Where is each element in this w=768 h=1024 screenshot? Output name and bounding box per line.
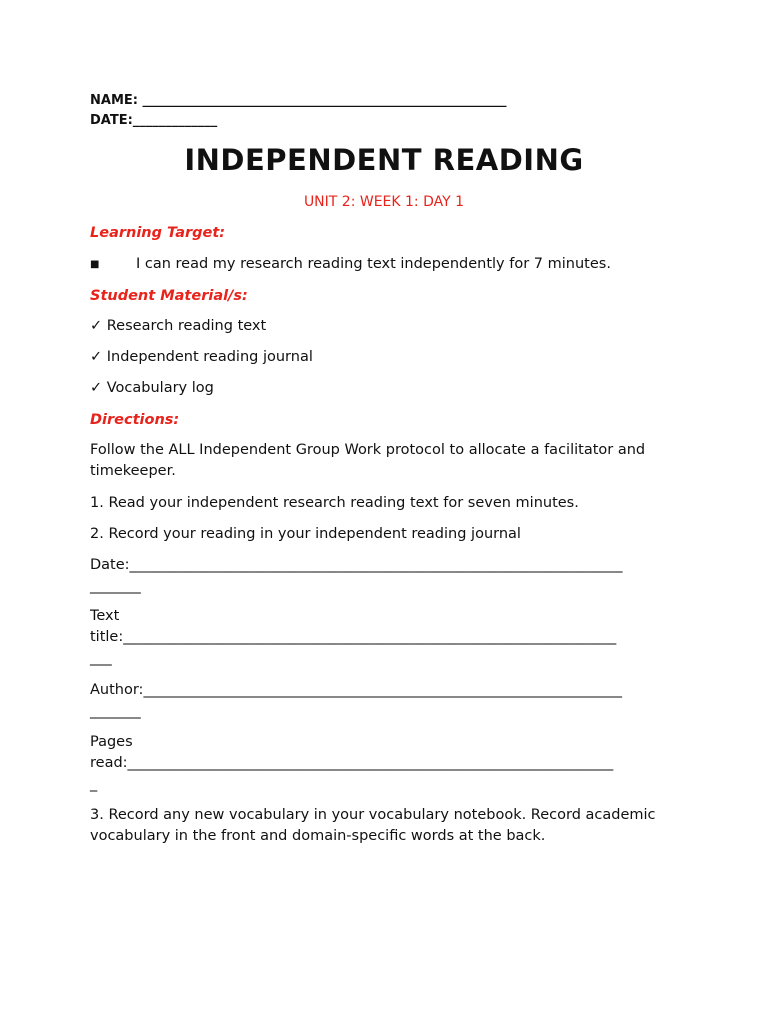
pages-read-blank-line-wrap: _: [90, 776, 98, 792]
directions-intro: Follow the ALL Independent Group Work protocol to allocate a facilitator and timekeeper.: [90, 442, 646, 479]
unit-subtitle: UNIT 2: WEEK 1: DAY 1: [303, 194, 465, 210]
author-blank-line: Author:__________________________________________________________________: [90, 682, 622, 698]
text-title-label: Text: [90, 608, 120, 624]
material-item: ✓ Independent reading journal: [90, 349, 313, 365]
learning-target-item: I can read my research reading text independently for 7 minutes.: [136, 256, 611, 272]
name-field-line: NAME: ________________________________________________________: [90, 93, 507, 108]
materials-heading: Student Material/s:: [90, 288, 248, 304]
square-bullet-icon: ■: [90, 259, 100, 270]
author-blank-line-wrap: _______: [90, 703, 141, 719]
date-blank-line: Date:____________________________________________________________________: [90, 557, 623, 573]
material-item: ✓ Vocabulary log: [90, 380, 214, 396]
direction-step-2: 2. Record your reading in your independent reading journal: [90, 526, 521, 542]
page-title: INDEPENDENT READING: [184, 143, 584, 177]
direction-step-3: 3. Record any new vocabulary in your vocabulary notebook. Record academic vocabulary in the front and domain-specific words at the back.: [90, 807, 656, 844]
learning-target-heading: Learning Target:: [90, 225, 226, 241]
pages-read-blank-line: read:___________________________________________________________________: [90, 755, 614, 771]
text-title-blank-line: title:____________________________________________________________________: [90, 629, 617, 645]
material-item: ✓ Research reading text: [90, 318, 267, 334]
text-title-blank-line-wrap: ___: [90, 650, 112, 666]
direction-step-1: 1. Read your independent research reading text for seven minutes.: [90, 495, 579, 511]
pages-read-label: Pages: [90, 734, 133, 750]
date-blank-line-wrap: _______: [90, 578, 141, 594]
date-field-line: DATE:_____________: [90, 113, 218, 128]
directions-heading: Directions:: [90, 412, 180, 428]
